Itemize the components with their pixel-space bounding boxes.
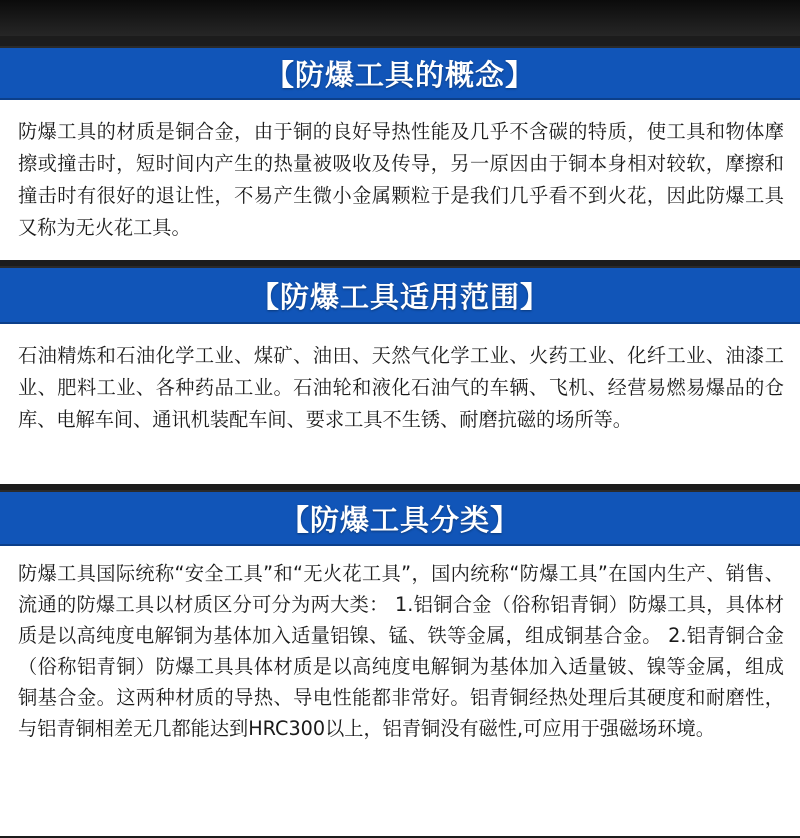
section-title-concept: 【防爆工具的概念】 bbox=[264, 57, 535, 92]
section-body-concept: 防爆工具的材质是铜合金，由于铜的良好导热性能及几乎不含碳的特质，使工具和物体摩擦或撞击时，短时间内产生的热量被吸收及传导，另一原因由于铜本身相对较软，摩擦和撞击时有很好的退让性，不易产生微小金属颗粒于是我们几乎看不到火花，因此防爆工具又称为无火花工具。 bbox=[18, 120, 784, 239]
section-body-classification: 防爆工具国际统称“安全工具”和“无火花工具”，国内统称“防爆工具”在国内生产、销售、流通的防爆工具以材质区分可分为两大类： 1.铝铜合金（俗称铝青铜）防爆工具，具体材质是以高纯度电解铜为基体加入适量铝镍、锰、铁等金属，组成铜基合金。 2.铝青铜合金（俗称铝青铜）防爆工具具体材质是以高纯度电解铜为基体加入适量铍、镍等金属，组成铜基合金。这两种材质的导热、导电性能都非常好。铝青铜经热处理后其硬度和耐磨性，与铝青铜相差无几都能达到HRC300以上，铝青铜没有磁性,可应用于强磁场环境。 bbox=[18, 562, 784, 740]
section-classification bbox=[0, 490, 800, 836]
section-header-concept bbox=[0, 48, 800, 100]
section-header-classification bbox=[0, 492, 800, 546]
top-dark-strip bbox=[0, 0, 800, 36]
section-title-scope: 【防爆工具适用范围】 bbox=[249, 279, 550, 314]
section-concept bbox=[0, 46, 800, 260]
section-title-classification: 【防爆工具分类】 bbox=[279, 502, 520, 537]
section-scope bbox=[0, 266, 800, 484]
section-body-scope: 石油精炼和石油化学工业、煤矿、油田、天然气化学工业、火药工业、化纤工业、油漆工业、肥料工业、各种药品工业。石油轮和液化石油气的车辆、飞机、经营易燃易爆品的仓库、电解车间、通讯机装配车间、要求工具不生锈、耐磨抗磁的场所等。 bbox=[18, 344, 784, 431]
section-header-scope bbox=[0, 268, 800, 324]
